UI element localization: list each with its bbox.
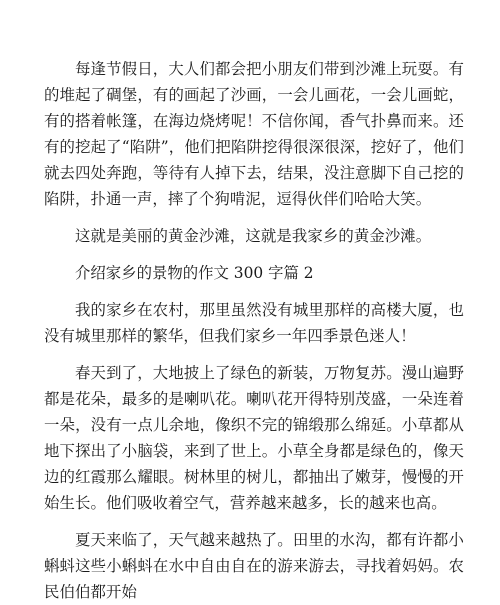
paragraph-hometown-intro: 我的家乡在农村，那里虽然没有城里那样的高楼大厦，也没有城里那样的繁华，但我们家乡一年四季景色迷人！ (44, 301, 464, 345)
paragraph-beach-summary: 这就是美丽的黄金沙滩，这就是我家乡的黄金沙滩。 (75, 227, 432, 245)
paragraph-summary: 夏天来临了，天气越来越热了。田里的水沟，都有许都小蝌蚪这些小蝌蚪在水中自由自在的游来游去，寻找着妈妈。农民伯伯都开始 (44, 531, 464, 601)
paragraph-spring: 春天到了，大地披上了绿色的新装，万物复苏。漫山遍野都是花朵，最多的是喇叭花。喇叭花开得特别茂盛，一朵连着一朵，没有一点儿余地，像织不完的锦缎那么绵延。小草都从地下探出了小脑袋，来到了世上。小草全身都是绿色的，像天边的红霞那么耀眼。树林里的树儿，都抽出了嫩芽，慢慢的开始生长。他们吸收着空气，营养越来越多，长的越来也高。 (44, 364, 464, 512)
paragraph-gap (44, 286, 464, 297)
paragraph-gap (44, 349, 464, 360)
paragraph-gap (44, 516, 464, 527)
paragraph-gap (44, 249, 464, 260)
paragraph-beach-play: 每逢节假日，大人们都会把小朋友们带到沙滩上玩耍。有的堆起了碉堡，有的画起了沙画，一会儿画花，一会儿画蛇，有的搭着帐篷，在海边烧烤呢！不信你闻，香气扑鼻而来。还有的挖起了“陷阱”，他们把陷阱挖得很深很深，挖好了，他们就去四处奔跑，等待有人掉下去，结果，没注意脚下自己挖的陷阱，扑通一声，摔了个狗啃泥，逗得伙伴们哈哈大笑。 (44, 60, 464, 208)
section-heading: 介绍家乡的景物的作文 300 字篇 2 (75, 264, 314, 282)
document-page (44, 56, 464, 605)
paragraph-gap (44, 212, 464, 223)
